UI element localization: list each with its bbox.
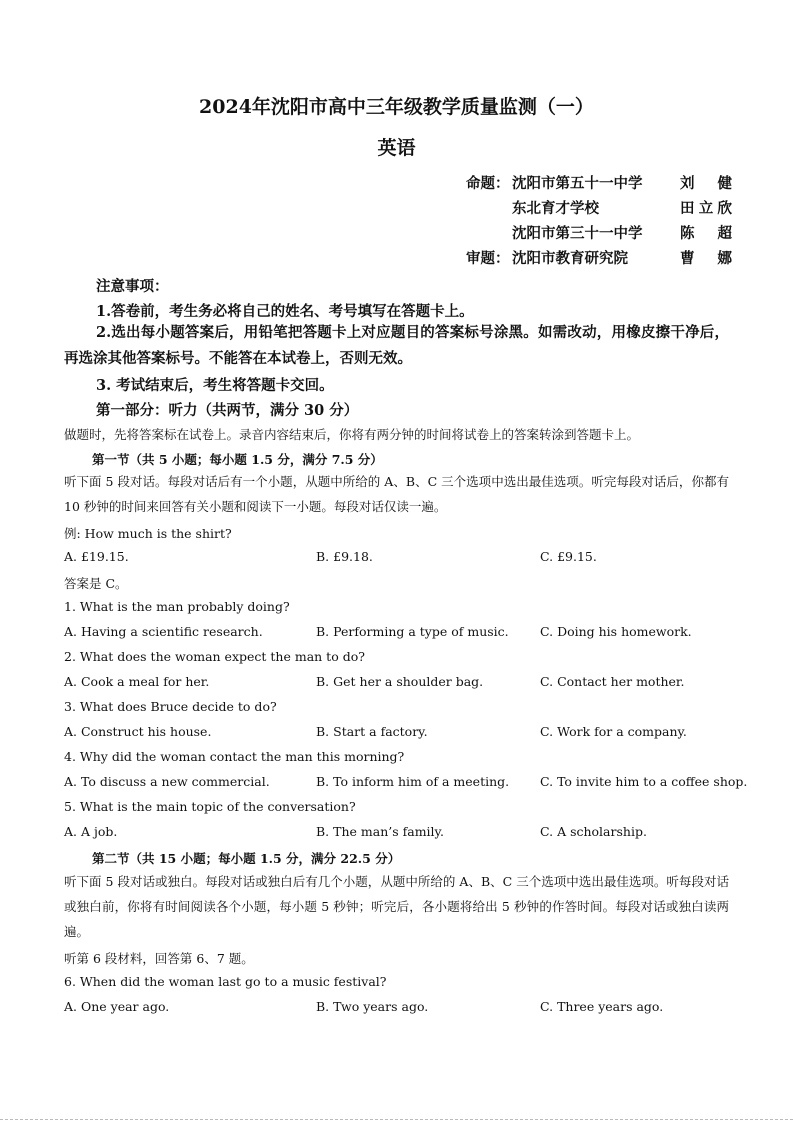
- example-answer: 答案是 C。: [64, 576, 128, 591]
- notice-item-2: 2.选出每小题答案后，用铅笔把答题卡上对应题目的答案标号涂黑。如需改动，用橡皮擦干净后，再选涂其他答案标号。不能答在本试卷上，否则无效。: [64, 324, 729, 367]
- q2-option-b: B. Get her a shoulder bag.: [316, 674, 484, 689]
- example-option-c: C. £9.15.: [540, 549, 597, 564]
- author-school: 沈阳市第三十一中学: [512, 225, 643, 242]
- section1-heading: 第一节（共 5 小题；每小题 1.5 分，满分 7.5 分）: [92, 452, 383, 467]
- section2-heading: 第二节（共 15 小题；每小题 1.5 分，满分 22.5 分）: [92, 851, 401, 866]
- q6-option-a: A. One year ago.: [64, 999, 170, 1014]
- q5-option-c: C. A scholarship.: [540, 824, 647, 839]
- q3-option-a: A. Construct his house.: [64, 724, 212, 739]
- exam-title: 2024年沈阳市高中三年级教学质量监测（一）: [199, 96, 594, 118]
- section1-instruction: 听下面 5 段对话。每段对话后有一个小题，从题中所给的 A、B、C 三个选项中选出最佳选项。听完每段对话后，你都有 10 秒钟的时间来回答有关小题和阅读下一小题。每段对话仅读一遍。: [64, 474, 729, 514]
- q4-option-b: B. To inform him of a meeting.: [316, 774, 510, 789]
- question-1: 1. What is the man probably doing?: [64, 599, 290, 614]
- question-6: 6. When did the woman last go to a music festival?: [64, 974, 387, 989]
- notice-item-1: 1.答卷前，考生务必将自己的姓名、考号填写在答题卡上。: [96, 303, 474, 320]
- author-row: [466, 222, 732, 247]
- subject-title: 英语: [377, 137, 416, 159]
- notice-item-3: 3. 考试结束后，考生将答题卡交回。: [96, 377, 334, 394]
- q2-option-a: A. Cook a meal for her.: [64, 674, 210, 689]
- q5-option-a: A. A job.: [64, 824, 118, 839]
- q6-option-c: C. Three years ago.: [540, 999, 664, 1014]
- reviewer-row: [466, 247, 732, 272]
- author-name: 田立欣: [680, 200, 732, 217]
- notice-heading: 注意事项：: [96, 278, 169, 295]
- section2-instruction: 听下面 5 段对话或独白。每段对话或独白后有几个小题，从题中所给的 A、B、C 三个选项中选出最佳选项。听每段对话或独白前，你将有时间阅读各个小题，每小题 5 秒钟；听完后，各小题将给出 5 秒钟的作答时间。每段对话或独白读两遍。: [64, 874, 729, 939]
- question-2: 2. What does the woman expect the man to do?: [64, 649, 365, 664]
- example-option-a: A. £19.15.: [64, 549, 129, 564]
- q3-option-c: C. Work for a company.: [540, 724, 687, 739]
- q4-option-a: A. To discuss a new commercial.: [64, 774, 270, 789]
- author-label: 命题：: [466, 175, 510, 192]
- author-row: [466, 197, 732, 222]
- q1-option-b: B. Performing a type of music.: [316, 624, 509, 639]
- example-option-b: B. £9.18.: [316, 549, 373, 564]
- q3-option-b: B. Start a factory.: [316, 724, 428, 739]
- author-name: 陈 超: [680, 225, 732, 242]
- reviewer-name: 曹 娜: [680, 250, 732, 267]
- q4-option-c: C. To invite him to a coffee shop.: [540, 774, 748, 789]
- reviewer-school: 沈阳市教育研究院: [512, 250, 628, 267]
- q6-option-b: B. Two years ago.: [316, 999, 429, 1014]
- question-3: 3. What does Bruce decide to do?: [64, 699, 277, 714]
- author-school: 东北育才学校: [512, 200, 599, 217]
- page-bottom-divider: [0, 1119, 793, 1120]
- q1-option-a: A. Having a scientific research.: [64, 624, 263, 639]
- reviewer-label: 审题：: [466, 250, 510, 267]
- part1-instruction: 做题时，先将答案标在试卷上。录音内容结束后，你将有两分钟的时间将试卷上的答案转涂到答题卡上。: [64, 427, 640, 442]
- q5-option-b: B. The man’s family.: [316, 824, 444, 839]
- question-4: 4. Why did the woman contact the man this morning?: [64, 749, 405, 764]
- author-name: 刘 健: [680, 175, 732, 192]
- part1-heading: 第一部分：听力（共两节，满分 30 分）: [96, 402, 359, 419]
- author-school: 沈阳市第五十一中学: [512, 175, 643, 192]
- question-5: 5. What is the main topic of the conversation?: [64, 799, 356, 814]
- q1-option-c: C. Doing his homework.: [540, 624, 692, 639]
- q2-option-c: C. Contact her mother.: [540, 674, 685, 689]
- material-6-label: 听第 6 段材料，回答第 6、7 题。: [64, 951, 254, 966]
- author-block: [466, 172, 732, 272]
- example-question: 例: How much is the shirt?: [64, 526, 232, 541]
- author-row: [466, 172, 732, 197]
